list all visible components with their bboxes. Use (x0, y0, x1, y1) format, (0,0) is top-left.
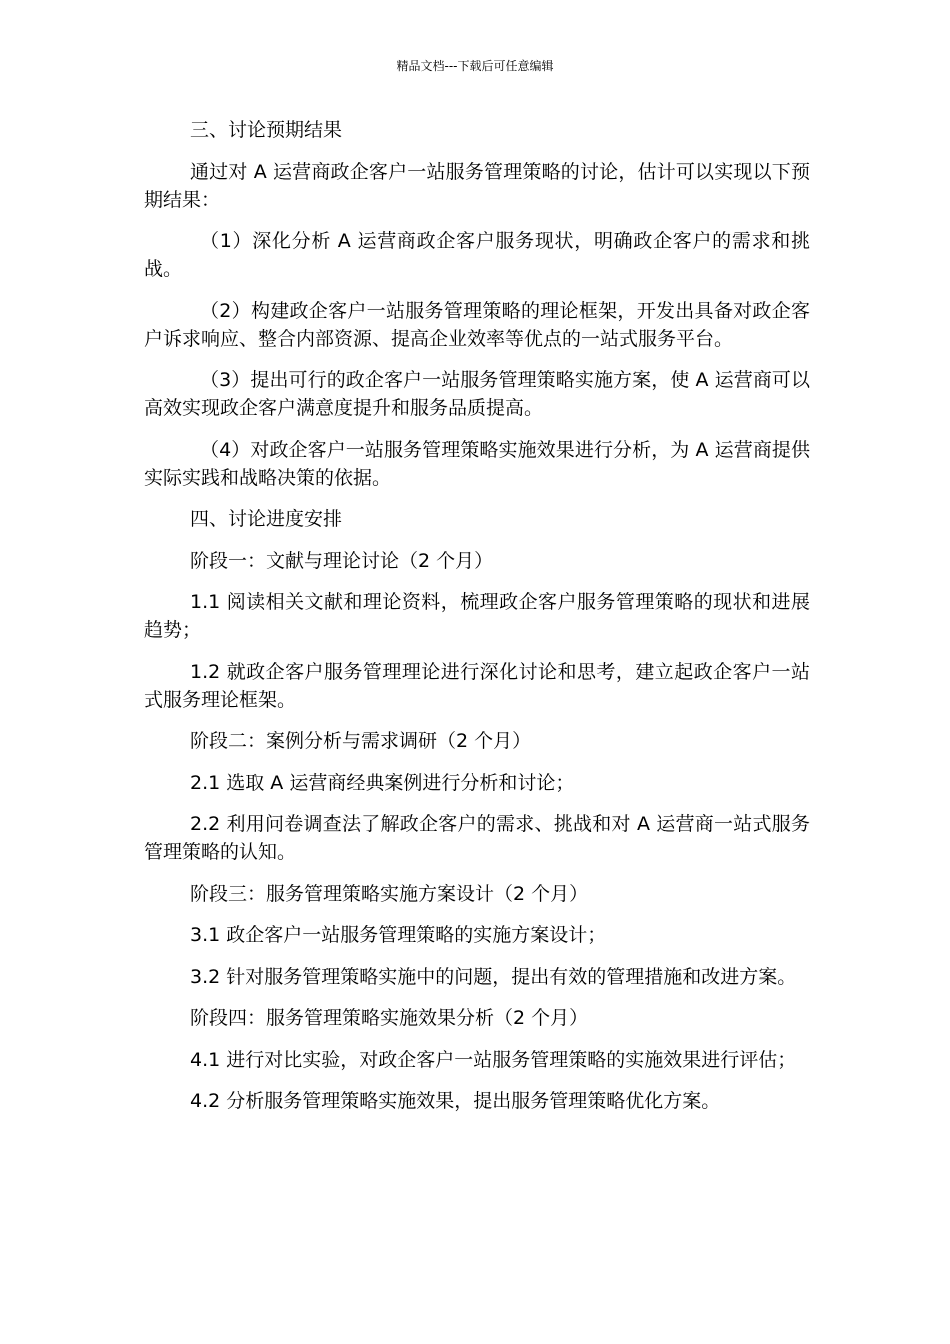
expected-result-item: （4）对政企客户一站服务管理策略实施效果进行分析，为 A 运营商提供实际实践和战略决策的依据。 (144, 438, 810, 489)
stage-3-task: 3.2 针对服务管理策略实施中的问题，提出有效的管理措施和改进方案。 (190, 965, 797, 988)
stage-4-task: 4.1 进行对比实验，对政企客户一站服务管理策略的实施效果进行评估； (190, 1048, 797, 1071)
page-header: 精品文档---下载后可任意编辑 (396, 59, 554, 73)
section-3-title: 三、讨论预期结果 (190, 119, 343, 141)
stage-2-task: 2.2 利用问卷调查法了解政企客户的需求、挑战和对 A 运营商一站式服务管理策略的认知。 (144, 813, 810, 863)
document-body (144, 116, 810, 1129)
stage-3-title: 阶段三：服务管理策略实施方案设计（2 个月） (190, 882, 589, 905)
stage-1-task: 1.2 就政企客户服务管理理论进行深化讨论和思考，建立起政企客户一站式服务理论框架。 (144, 660, 810, 711)
stage-1-title: 阶段一：文献与理论讨论（2 个月） (190, 549, 494, 572)
expected-result-item: （1）深化分析 A 运营商政企客户服务现状，明确政企客户的需求和挑战。 (144, 230, 810, 280)
stage-4-task: 4.2 分析服务管理策略实施效果，提出服务管理策略优化方案。 (190, 1090, 721, 1112)
stage-1-task: 1.1 阅读相关文献和理论资料，梳理政企客户服务管理策略的现状和进展趋势； (144, 591, 810, 641)
stage-4-title: 阶段四：服务管理策略实施效果分析（2 个月） (190, 1007, 589, 1029)
expected-result-item: （3）提出可行的政企客户一站服务管理策略实施方案，使 A 运营商可以高效实现政企客户满意度提升和服务品质提高。 (144, 369, 810, 419)
section-4-title: 四、讨论进度安排 (190, 508, 343, 530)
stage-3-task: 3.1 政企客户一站服务管理策略的实施方案设计； (190, 924, 607, 946)
section-3-intro: 通过对 A 运营商政企客户一站服务管理策略的讨论，估计可以实现以下预期结果： (144, 160, 810, 211)
stage-2-title: 阶段二：案例分析与需求调研（2 个月） (190, 730, 532, 752)
expected-result-item: （2）构建政企客户一站服务管理策略的理论框架，开发出具备对政企客户诉求响应、整合内部资源、提高企业效率等优点的一站式服务平台。 (144, 299, 810, 350)
stage-2-task: 2.1 选取 A 运营商经典案例进行分析和讨论； (190, 771, 575, 794)
